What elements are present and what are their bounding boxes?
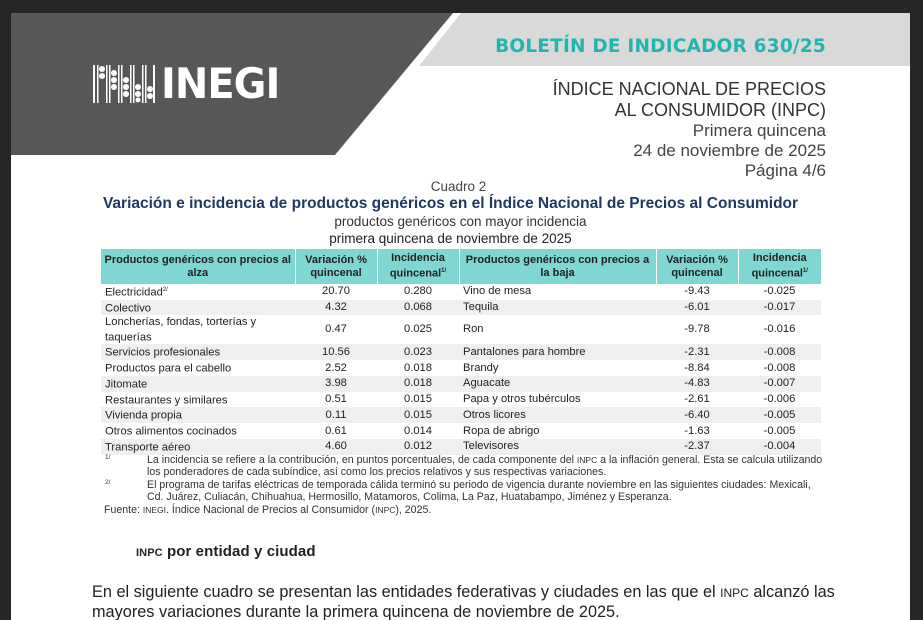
col-header-up-inc: Incidencia quincenal$^{1/}$ (377, 249, 459, 284)
down-incidence: -0.006 (763, 393, 796, 406)
down-incidence: -0.025 (763, 285, 796, 298)
up-variation: 0.47 (325, 323, 347, 336)
table-row (101, 315, 821, 344)
down-product-name: Otros licores (459, 407, 656, 423)
up-product-name: Loncherías, fondas, torterías y taquerías (105, 315, 257, 344)
up-incidence: 0.012 (377, 439, 459, 455)
up-variation: 0.61 (325, 424, 347, 437)
table-row (101, 344, 821, 360)
abacus-logo-icon (93, 65, 155, 103)
down-incidence: -0.017 (738, 300, 821, 316)
down-variation: -8.84 (684, 361, 710, 374)
section-heading: INPC por entidad y ciudad (136, 543, 316, 560)
report-period: Primera quincena (692, 121, 826, 140)
up-product-name: Servicios profesionales (101, 344, 295, 360)
footnote-2-marker: 2/ (105, 478, 111, 486)
cuadro-label: Cuadro 2 (430, 179, 487, 194)
down-variation: -2.61 (684, 393, 710, 406)
table-row (101, 360, 821, 376)
up-product-name: Jitomate (101, 376, 295, 392)
up-product-name: Transporte aéreo (101, 439, 295, 455)
up-variation: 10.56 (295, 344, 377, 360)
down-incidence: -0.005 (763, 424, 796, 437)
up-variation: 4.60 (295, 439, 377, 455)
footnote-1: 1/ La incidencia se refiere a la contribución, en puntos porcentuales, de cada componente del INPC a la inflación general. Esta se calcula utilizando los ponderadores de cada subíndice, así como los precios relativos y sus respectivas variaciones. (105, 454, 823, 479)
down-variation: -2.37 (656, 439, 738, 455)
up-incidence: 0.018 (404, 361, 432, 374)
up-incidence: 0.280 (404, 285, 432, 298)
inegi-logo (93, 59, 286, 108)
table-caption (11, 179, 910, 247)
cuadro-subtitle-1: productos genéricos con mayor incidencia (334, 214, 587, 229)
up-variation: 4.32 (295, 300, 377, 316)
up-incidence: 0.025 (404, 323, 432, 336)
down-product-name: Brandy (463, 361, 499, 374)
up-incidence: 0.068 (377, 300, 459, 316)
down-product-name: Tequila (459, 300, 656, 316)
col-header-down-var: Variación % quincenal (656, 249, 738, 284)
page-number: Página 4/6 (744, 161, 826, 180)
table-row (101, 284, 821, 300)
up-incidence: 0.023 (377, 344, 459, 360)
up-incidence: 0.015 (377, 407, 459, 423)
table-header-row (101, 249, 821, 284)
down-incidence: -0.007 (738, 376, 821, 392)
generic-products-table (101, 249, 821, 455)
down-product-name: Ropa de abrigo (463, 424, 540, 437)
table-row (101, 376, 821, 392)
report-title-block (553, 79, 826, 181)
table-row (101, 392, 821, 408)
up-variation: 20.70 (322, 285, 350, 298)
down-product-name: Papa y otros tubérculos (463, 393, 581, 406)
down-variation: -9.78 (684, 323, 710, 336)
up-variation: 0.11 (295, 407, 377, 423)
down-variation: -6.40 (656, 407, 738, 423)
down-variation: -4.83 (656, 376, 738, 392)
cuadro-subtitle-2: primera quincena de noviembre de 2025 (329, 231, 572, 246)
up-incidence: 0.018 (377, 376, 459, 392)
col-header-down-inc: Incidencia quincenal$^{1/}$ (738, 249, 821, 284)
up-product-name: Otros alimentos cocinados (105, 425, 237, 438)
col-header-up-name: Productos genéricos con precios al alza (101, 249, 295, 284)
down-product-name: Vino de mesa (463, 285, 532, 298)
up-variation: 0.51 (325, 393, 347, 406)
down-incidence: -0.004 (738, 439, 821, 455)
source-note: Fuente: INEGI. Índice Nacional de Precios al Consumidor (INPC), 2025. (104, 503, 432, 516)
up-product-name: Colectivo (101, 300, 295, 316)
table-row (101, 423, 821, 439)
document-page (11, 13, 910, 620)
table-row (101, 439, 821, 455)
down-variation: -6.01 (656, 300, 738, 316)
footnote-1-marker: 1/ (105, 454, 111, 461)
report-title-line1: ÍNDICE NACIONAL DE PRECIOS (552, 79, 826, 99)
report-title-line2: AL CONSUMIDOR (INPC) (614, 100, 826, 120)
table-row (101, 407, 821, 423)
down-incidence: -0.008 (763, 361, 796, 374)
table-row (101, 300, 821, 316)
cuadro-title: Variación e incidencia de productos genéricos en el Índice Nacional de Precios al Consumidor (102, 195, 799, 212)
down-variation: -1.63 (684, 424, 710, 437)
down-incidence: -0.016 (763, 323, 796, 336)
bulletin-title: BOLETÍN DE INDICADOR 630/25 (495, 36, 826, 57)
col-header-up-var: Variación % quincenal (295, 249, 377, 284)
up-incidence: 0.014 (404, 424, 432, 437)
down-incidence: -0.005 (738, 407, 821, 423)
footnote-2: 2/ El programa de tarifas eléctricas de temporada cálida terminó su periodo de vigencia durante noviembre en las siguientes ciudades: Mexicali, Cd. Juárez, Culiacán, Chihuahua, Hermosillo, Matamoros, Colima, La Paz, Huatabampo, Jiménez y Esperanza. (105, 478, 811, 504)
report-date: 24 de noviembre de 2025 (633, 141, 826, 160)
up-variation: 2.52 (325, 361, 347, 374)
section-paragraph: En el siguiente cuadro se presentan las entidades federativas y ciudades en las que el INPC alcanzó las mayores variaciones durante la primera quincena de noviembre de 2025. (92, 583, 835, 620)
down-product-name: Televisores (459, 439, 656, 455)
down-product-name: Aguacate (459, 376, 656, 392)
up-product-name: Productos para el cabello (105, 362, 232, 375)
up-product-name: Electricidad$^{2/}$ (105, 286, 168, 299)
footnotes (105, 454, 830, 516)
down-product-name: Pantalones para hombre (459, 344, 656, 360)
up-product-name: Vivienda propia (101, 407, 295, 423)
logo-wordmark: INEGI (161, 59, 280, 108)
down-variation: -9.43 (684, 285, 710, 298)
up-product-name: Restaurantes y similares (105, 394, 228, 407)
down-variation: -2.31 (656, 344, 738, 360)
down-product-name: Ron (463, 323, 484, 336)
up-variation: 3.98 (295, 376, 377, 392)
up-incidence: 0.015 (404, 393, 432, 406)
down-incidence: -0.008 (738, 344, 821, 360)
col-header-down-name: Productos genéricos con precios a la baja (459, 249, 656, 284)
